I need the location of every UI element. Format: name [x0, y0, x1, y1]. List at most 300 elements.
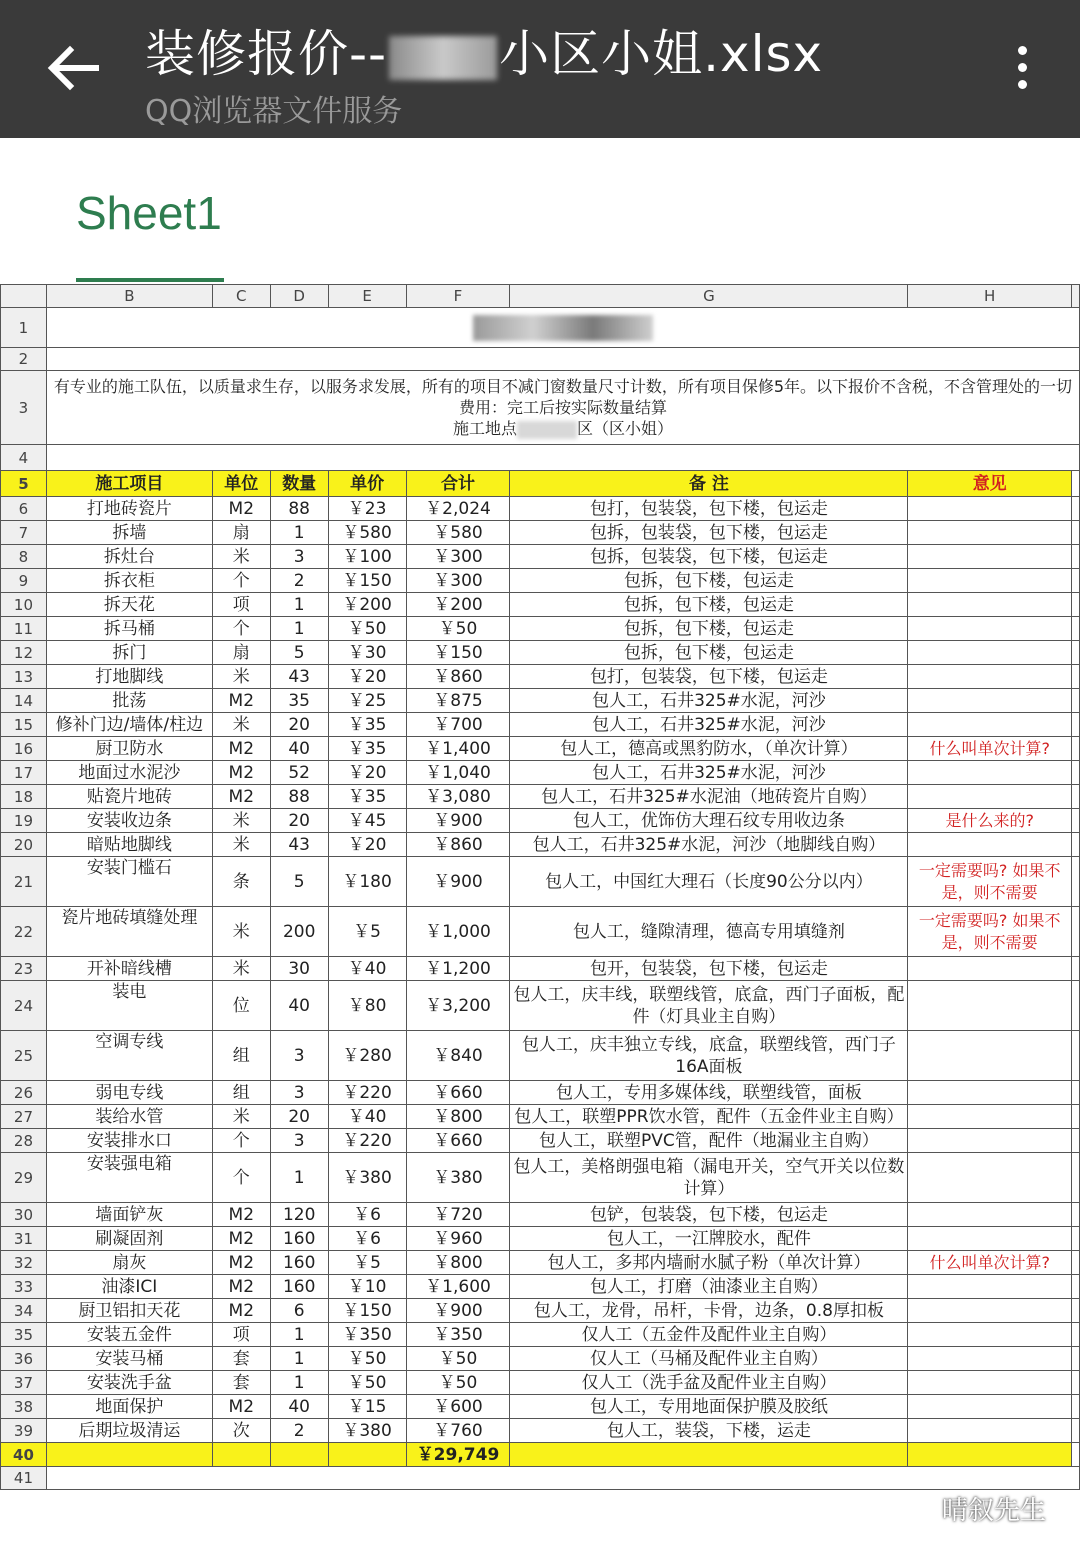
cell-total[interactable]: ￥1,000 [406, 907, 510, 957]
row-number[interactable]: 35 [1, 1323, 47, 1347]
cell-item[interactable]: 瓷片地砖填缝处理 [46, 907, 212, 957]
cell-note[interactable]: 包人工，一江牌胶水，配件 [510, 1227, 908, 1251]
cell-qty[interactable]: 160 [270, 1227, 328, 1251]
cell-item[interactable]: 拆门 [46, 641, 212, 665]
cell-qty[interactable]: 40 [270, 737, 328, 761]
row-number[interactable]: 27 [1, 1105, 47, 1129]
header-price[interactable]: 单价 [328, 471, 406, 497]
cell-item[interactable]: 安装强电箱 [46, 1153, 212, 1203]
col-header-c[interactable]: C [212, 285, 270, 308]
cell-price[interactable]: ￥50 [328, 1347, 406, 1371]
cell-price[interactable]: ￥50 [328, 1371, 406, 1395]
cell-qty[interactable]: 3 [270, 1031, 328, 1081]
col-header-h[interactable]: H [908, 285, 1072, 308]
cell-note[interactable]: 仅人工（马桶及配件业主自购） [510, 1347, 908, 1371]
cell-total[interactable]: ￥900 [406, 809, 510, 833]
cell-total[interactable]: ￥860 [406, 833, 510, 857]
row-number[interactable]: 7 [1, 521, 47, 545]
row-number[interactable]: 31 [1, 1227, 47, 1251]
cell-price[interactable]: ￥150 [328, 1299, 406, 1323]
cell-qty[interactable]: 200 [270, 907, 328, 957]
cell-item[interactable]: 打地砖瓷片 [46, 497, 212, 521]
cell-price[interactable]: ￥35 [328, 713, 406, 737]
cell-note[interactable]: 包拆，包装袋，包下楼，包运走 [510, 545, 908, 569]
cell-note[interactable]: 包开，包装袋，包下楼，包运走 [510, 957, 908, 981]
cell-note[interactable]: 包拆，包下楼，包运走 [510, 569, 908, 593]
cell-price[interactable]: ￥10 [328, 1275, 406, 1299]
cell-total[interactable]: ￥600 [406, 1395, 510, 1419]
cell-total[interactable]: ￥720 [406, 1203, 510, 1227]
cell-qty[interactable]: 3 [270, 545, 328, 569]
cell-unit[interactable]: 个 [212, 617, 270, 641]
cell-total[interactable]: ￥800 [406, 1251, 510, 1275]
cell-opinion[interactable] [908, 1081, 1072, 1105]
cell-price[interactable]: ￥20 [328, 761, 406, 785]
empty-cell[interactable] [328, 1443, 406, 1467]
cell-opinion[interactable] [908, 1203, 1072, 1227]
row-number[interactable]: 29 [1, 1153, 47, 1203]
cell-total[interactable]: ￥3,200 [406, 981, 510, 1031]
cell-opinion[interactable] [908, 1419, 1072, 1443]
cell-opinion[interactable] [908, 1129, 1072, 1153]
cell-item[interactable]: 暗贴地脚线 [46, 833, 212, 857]
row-number[interactable]: 38 [1, 1395, 47, 1419]
cell-unit[interactable]: 套 [212, 1347, 270, 1371]
cell-qty[interactable]: 5 [270, 641, 328, 665]
header-opinion[interactable]: 意见 [908, 471, 1072, 497]
cell-opinion[interactable]: 是什么来的? [908, 809, 1072, 833]
cell-unit[interactable]: M2 [212, 737, 270, 761]
corner-cell[interactable] [1, 285, 47, 308]
cell-opinion[interactable]: 一定需要吗? 如果不是，则不需要 [908, 857, 1072, 907]
cell-price[interactable]: ￥5 [328, 907, 406, 957]
cell-item[interactable]: 安装收边条 [46, 809, 212, 833]
cell-qty[interactable]: 30 [270, 957, 328, 981]
cell-unit[interactable]: 组 [212, 1031, 270, 1081]
cell-opinion[interactable] [908, 617, 1072, 641]
cell-unit[interactable]: 米 [212, 545, 270, 569]
cell-note[interactable]: 包人工，德高或黑豹防水，（单次计算） [510, 737, 908, 761]
cell-opinion[interactable] [908, 545, 1072, 569]
row-number[interactable]: 12 [1, 641, 47, 665]
row-number[interactable]: 20 [1, 833, 47, 857]
col-header-f[interactable]: F [406, 285, 510, 308]
header-unit[interactable]: 单位 [212, 471, 270, 497]
cell-note[interactable]: 包人工，龙骨，吊杆，卡骨，边条，0.8厚扣板 [510, 1299, 908, 1323]
cell-note[interactable]: 包人工，石井325#水泥，河沙 [510, 689, 908, 713]
cell-total[interactable]: ￥50 [406, 617, 510, 641]
row-number[interactable]: 3 [1, 371, 47, 445]
row-number[interactable]: 8 [1, 545, 47, 569]
row-number[interactable]: 22 [1, 907, 47, 957]
cell-total[interactable]: ￥2,024 [406, 497, 510, 521]
cell-opinion[interactable]: 一定需要吗? 如果不是，则不需要 [908, 907, 1072, 957]
cell-item[interactable]: 装电 [46, 981, 212, 1031]
cell-item[interactable]: 安装门槛石 [46, 857, 212, 907]
cell-unit[interactable]: M2 [212, 1251, 270, 1275]
col-header-b[interactable]: B [46, 285, 212, 308]
cell-unit[interactable]: 个 [212, 1153, 270, 1203]
cell-qty[interactable]: 120 [270, 1203, 328, 1227]
cell-note[interactable]: 包人工，专用地面保护膜及胶纸 [510, 1395, 908, 1419]
cell-unit[interactable]: 米 [212, 713, 270, 737]
cell-qty[interactable]: 35 [270, 689, 328, 713]
cell-total[interactable]: ￥1,040 [406, 761, 510, 785]
cell-unit[interactable]: 位 [212, 981, 270, 1031]
cell-opinion[interactable] [908, 641, 1072, 665]
row-number[interactable]: 26 [1, 1081, 47, 1105]
cell-price[interactable]: ￥580 [328, 521, 406, 545]
cell-item[interactable]: 地面保护 [46, 1395, 212, 1419]
cell-unit[interactable]: M2 [212, 785, 270, 809]
cell-qty[interactable]: 88 [270, 785, 328, 809]
cell-total[interactable]: ￥380 [406, 1153, 510, 1203]
cell-item[interactable]: 打地脚线 [46, 665, 212, 689]
cell-price[interactable]: ￥45 [328, 809, 406, 833]
cell-price[interactable]: ￥220 [328, 1129, 406, 1153]
cell-opinion[interactable] [908, 761, 1072, 785]
cell-unit[interactable]: 套 [212, 1371, 270, 1395]
cell-note[interactable]: 包人工，石井325#水泥，河沙 [510, 761, 908, 785]
empty-cell[interactable] [46, 1443, 212, 1467]
cell-price[interactable]: ￥180 [328, 857, 406, 907]
cell-note[interactable]: 包拆，包装袋，包下楼，包运走 [510, 521, 908, 545]
cell-unit[interactable]: 米 [212, 833, 270, 857]
cell-note[interactable]: 包人工，多邦内墙耐水腻子粉（单次计算） [510, 1251, 908, 1275]
row-number[interactable]: 40 [1, 1443, 47, 1467]
cell-qty[interactable]: 43 [270, 665, 328, 689]
row-number[interactable]: 10 [1, 593, 47, 617]
cell-note[interactable]: 包人工，联塑PPR饮水管，配件（五金件业主自购） [510, 1105, 908, 1129]
cell-opinion[interactable] [908, 1371, 1072, 1395]
cell-unit[interactable]: 次 [212, 1419, 270, 1443]
cell-unit[interactable]: 扇 [212, 641, 270, 665]
cell-item[interactable]: 批荡 [46, 689, 212, 713]
empty-cell[interactable] [46, 445, 1079, 471]
cell-price[interactable]: ￥35 [328, 737, 406, 761]
cell-opinion[interactable] [908, 1031, 1072, 1081]
cell-total[interactable]: ￥760 [406, 1419, 510, 1443]
cell-item[interactable]: 后期垃圾清运 [46, 1419, 212, 1443]
cell-price[interactable]: ￥40 [328, 1105, 406, 1129]
row-number[interactable]: 34 [1, 1299, 47, 1323]
cell-price[interactable]: ￥280 [328, 1031, 406, 1081]
cell-item[interactable]: 地面过水泥沙 [46, 761, 212, 785]
cell-unit[interactable]: 米 [212, 809, 270, 833]
row-number[interactable]: 36 [1, 1347, 47, 1371]
col-header-d[interactable]: D [270, 285, 328, 308]
cell-note[interactable]: 包人工，优饰仿大理石纹专用收边条 [510, 809, 908, 833]
cell-item[interactable]: 安装洗手盆 [46, 1371, 212, 1395]
cell-unit[interactable]: 米 [212, 957, 270, 981]
row-number[interactable]: 16 [1, 737, 47, 761]
cell-total[interactable]: ￥860 [406, 665, 510, 689]
cell-price[interactable]: ￥380 [328, 1419, 406, 1443]
cell-note[interactable]: 包铲，包装袋，包下楼，包运走 [510, 1203, 908, 1227]
cell-note[interactable]: 包拆，包下楼，包运走 [510, 617, 908, 641]
cell-item[interactable]: 开补暗线槽 [46, 957, 212, 981]
row-number[interactable]: 39 [1, 1419, 47, 1443]
back-arrow-icon[interactable] [44, 38, 104, 98]
cell-total[interactable]: ￥50 [406, 1371, 510, 1395]
cell-opinion[interactable] [908, 689, 1072, 713]
cell-price[interactable]: ￥25 [328, 689, 406, 713]
cell-note[interactable]: 包人工，中国红大理石（长度90公分以内） [510, 857, 908, 907]
empty-cell[interactable] [270, 1443, 328, 1467]
cell-qty[interactable]: 20 [270, 809, 328, 833]
intro-cell[interactable] [46, 371, 1079, 445]
cell-total[interactable]: ￥3,080 [406, 785, 510, 809]
cell-total[interactable]: ￥580 [406, 521, 510, 545]
cell-opinion[interactable] [908, 1323, 1072, 1347]
cell-total[interactable]: ￥960 [406, 1227, 510, 1251]
cell-qty[interactable]: 2 [270, 569, 328, 593]
row-number[interactable]: 28 [1, 1129, 47, 1153]
row-number[interactable]: 9 [1, 569, 47, 593]
cell-total[interactable]: ￥700 [406, 713, 510, 737]
cell-qty[interactable]: 1 [270, 593, 328, 617]
cell-total[interactable]: ￥660 [406, 1129, 510, 1153]
cell-item[interactable]: 墙面铲灰 [46, 1203, 212, 1227]
cell-qty[interactable]: 52 [270, 761, 328, 785]
cell-opinion[interactable] [908, 1347, 1072, 1371]
row-number[interactable]: 11 [1, 617, 47, 641]
empty-cell[interactable] [46, 1467, 1079, 1490]
cell-total[interactable]: ￥900 [406, 1299, 510, 1323]
cell-qty[interactable]: 20 [270, 713, 328, 737]
cell-note[interactable]: 包人工，缝隙清理，德高专用填缝剂 [510, 907, 908, 957]
cell-unit[interactable]: 个 [212, 1129, 270, 1153]
row-number[interactable]: 32 [1, 1251, 47, 1275]
empty-cell[interactable] [46, 348, 1079, 371]
cell-price[interactable]: ￥20 [328, 665, 406, 689]
cell-note[interactable]: 包拆，包下楼，包运走 [510, 641, 908, 665]
cell-item[interactable]: 安装排水口 [46, 1129, 212, 1153]
row-number[interactable]: 33 [1, 1275, 47, 1299]
row-number[interactable]: 15 [1, 713, 47, 737]
cell-qty[interactable]: 1 [270, 617, 328, 641]
cell-opinion[interactable]: 什么叫单次计算? [908, 1251, 1072, 1275]
grand-total[interactable]: ￥29,749 [406, 1443, 510, 1467]
cell-qty[interactable]: 3 [270, 1081, 328, 1105]
empty-cell[interactable] [908, 1443, 1072, 1467]
cell-opinion[interactable] [908, 497, 1072, 521]
cell-opinion[interactable] [908, 593, 1072, 617]
cell-unit[interactable]: 项 [212, 593, 270, 617]
cell-unit[interactable]: M2 [212, 689, 270, 713]
cell-item[interactable]: 油漆ICI [46, 1275, 212, 1299]
row-number[interactable]: 5 [1, 471, 47, 497]
cell-unit[interactable]: 组 [212, 1081, 270, 1105]
cell-item[interactable]: 拆灶台 [46, 545, 212, 569]
cell-unit[interactable]: 米 [212, 907, 270, 957]
cell-item[interactable]: 安装马桶 [46, 1347, 212, 1371]
cell-note[interactable]: 包人工，石井325#水泥，河沙（地脚线自购） [510, 833, 908, 857]
row-number[interactable]: 2 [1, 348, 47, 371]
cell-item[interactable]: 厨卫铝扣天花 [46, 1299, 212, 1323]
cell-opinion[interactable] [908, 521, 1072, 545]
cell-item[interactable]: 拆衣柜 [46, 569, 212, 593]
cell-opinion[interactable] [908, 569, 1072, 593]
cell-note[interactable]: 包人工，装袋，下楼，运走 [510, 1419, 908, 1443]
row-number[interactable]: 4 [1, 445, 47, 471]
tab-sheet1[interactable]: Sheet1 [76, 187, 222, 239]
cell-price[interactable]: ￥35 [328, 785, 406, 809]
cell-item[interactable]: 拆天花 [46, 593, 212, 617]
cell-note[interactable]: 包人工，石井325#水泥油（地砖瓷片自购） [510, 785, 908, 809]
cell-note[interactable]: 包人工，专用多媒体线，联塑线管，面板 [510, 1081, 908, 1105]
col-header-e[interactable]: E [328, 285, 406, 308]
cell-unit[interactable]: M2 [212, 1227, 270, 1251]
cell-total[interactable]: ￥800 [406, 1105, 510, 1129]
cell-note[interactable]: 包打，包装袋，包下楼，包运走 [510, 497, 908, 521]
cell-unit[interactable]: 米 [212, 1105, 270, 1129]
cell-qty[interactable]: 1 [270, 1371, 328, 1395]
cell-price[interactable]: ￥6 [328, 1203, 406, 1227]
cell-unit[interactable]: M2 [212, 1299, 270, 1323]
cell-note[interactable]: 仅人工（洗手盆及配件业主自购） [510, 1371, 908, 1395]
cell-note[interactable]: 包人工，美格朗强电箱（漏电开关，空气开关以位数计算） [510, 1153, 908, 1203]
cell-qty[interactable]: 2 [270, 1419, 328, 1443]
cell-total[interactable]: ￥200 [406, 593, 510, 617]
cell-note[interactable]: 仅人工（五金件及配件业主自购） [510, 1323, 908, 1347]
cell-total[interactable]: ￥50 [406, 1347, 510, 1371]
cell-price[interactable]: ￥200 [328, 593, 406, 617]
cell-qty[interactable]: 1 [270, 1153, 328, 1203]
cell-total[interactable]: ￥1,200 [406, 957, 510, 981]
cell-qty[interactable]: 160 [270, 1275, 328, 1299]
cell-unit[interactable]: M2 [212, 1275, 270, 1299]
cell-unit[interactable]: 项 [212, 1323, 270, 1347]
cell-price[interactable]: ￥380 [328, 1153, 406, 1203]
cell-unit[interactable]: M2 [212, 497, 270, 521]
row-number[interactable]: 17 [1, 761, 47, 785]
cell-qty[interactable]: 3 [270, 1129, 328, 1153]
cell-note[interactable]: 包人工，庆丰线，联塑线管，底盒，西门子面板，配件（灯具业主自购） [510, 981, 908, 1031]
more-options-icon[interactable] [1012, 40, 1032, 100]
cell-total[interactable]: ￥300 [406, 569, 510, 593]
cell-opinion[interactable] [908, 833, 1072, 857]
cell-unit[interactable]: 条 [212, 857, 270, 907]
cell-note[interactable]: 包打，包装袋，包下楼，包运走 [510, 665, 908, 689]
cell-total[interactable]: ￥350 [406, 1323, 510, 1347]
row-number[interactable]: 19 [1, 809, 47, 833]
cell-item[interactable]: 弱电专线 [46, 1081, 212, 1105]
cell-unit[interactable]: M2 [212, 1395, 270, 1419]
cell-unit[interactable]: 米 [212, 665, 270, 689]
cell-item[interactable]: 贴瓷片地砖 [46, 785, 212, 809]
cell-unit[interactable]: 个 [212, 569, 270, 593]
row-number[interactable]: 25 [1, 1031, 47, 1081]
cell-item[interactable]: 拆墙 [46, 521, 212, 545]
cell-price[interactable]: ￥350 [328, 1323, 406, 1347]
cell-total[interactable]: ￥150 [406, 641, 510, 665]
row-number[interactable]: 30 [1, 1203, 47, 1227]
col-header-g[interactable]: G [510, 285, 908, 308]
cell-item[interactable]: 拆马桶 [46, 617, 212, 641]
row-number[interactable]: 13 [1, 665, 47, 689]
cell-price[interactable]: ￥15 [328, 1395, 406, 1419]
header-item[interactable]: 施工项目 [46, 471, 212, 497]
cell-qty[interactable]: 1 [270, 1347, 328, 1371]
cell-opinion[interactable] [908, 981, 1072, 1031]
header-note[interactable]: 备 注 [510, 471, 908, 497]
cell-opinion[interactable] [908, 1105, 1072, 1129]
cell-note[interactable]: 包人工，联塑PVC管，配件（地漏业主自购） [510, 1129, 908, 1153]
cell-opinion[interactable] [908, 1153, 1072, 1203]
cell-total[interactable]: ￥300 [406, 545, 510, 569]
cell-opinion[interactable] [908, 665, 1072, 689]
cell-note[interactable]: 包人工，石井325#水泥，河沙 [510, 713, 908, 737]
cell-qty[interactable]: 88 [270, 497, 328, 521]
cell-qty[interactable]: 5 [270, 857, 328, 907]
cell-qty[interactable]: 6 [270, 1299, 328, 1323]
cell-price[interactable]: ￥220 [328, 1081, 406, 1105]
title-cell-redacted[interactable] [46, 308, 1079, 348]
cell-item[interactable]: 空调专线 [46, 1031, 212, 1081]
cell-qty[interactable]: 1 [270, 521, 328, 545]
cell-price[interactable]: ￥20 [328, 833, 406, 857]
cell-item[interactable]: 厨卫防水 [46, 737, 212, 761]
cell-total[interactable]: ￥900 [406, 857, 510, 907]
cell-price[interactable]: ￥23 [328, 497, 406, 521]
cell-unit[interactable]: 扇 [212, 521, 270, 545]
cell-note[interactable]: 包拆，包下楼，包运走 [510, 593, 908, 617]
cell-total[interactable]: ￥660 [406, 1081, 510, 1105]
cell-price[interactable]: ￥40 [328, 957, 406, 981]
cell-price[interactable]: ￥50 [328, 617, 406, 641]
row-number[interactable]: 18 [1, 785, 47, 809]
cell-note[interactable]: 包人工，庆丰独立专线，底盒，联塑线管，西门子16A面板 [510, 1031, 908, 1081]
cell-price[interactable]: ￥5 [328, 1251, 406, 1275]
cell-opinion[interactable] [908, 1395, 1072, 1419]
cell-opinion[interactable] [908, 957, 1072, 981]
cell-note[interactable]: 包人工，打磨（油漆业主自购） [510, 1275, 908, 1299]
cell-price[interactable]: ￥100 [328, 545, 406, 569]
cell-price[interactable]: ￥150 [328, 569, 406, 593]
cell-total[interactable]: ￥1,400 [406, 737, 510, 761]
empty-cell[interactable] [510, 1443, 908, 1467]
row-number[interactable]: 1 [1, 308, 47, 348]
cell-qty[interactable]: 40 [270, 1395, 328, 1419]
cell-qty[interactable]: 40 [270, 981, 328, 1031]
cell-opinion[interactable] [908, 1299, 1072, 1323]
empty-cell[interactable] [212, 1443, 270, 1467]
cell-opinion[interactable] [908, 1275, 1072, 1299]
cell-item[interactable]: 刷凝固剂 [46, 1227, 212, 1251]
row-number[interactable]: 37 [1, 1371, 47, 1395]
cell-price[interactable]: ￥80 [328, 981, 406, 1031]
cell-item[interactable]: 扇灰 [46, 1251, 212, 1275]
row-number[interactable]: 24 [1, 981, 47, 1031]
cell-item[interactable]: 安装五金件 [46, 1323, 212, 1347]
cell-price[interactable]: ￥6 [328, 1227, 406, 1251]
cell-total[interactable]: ￥840 [406, 1031, 510, 1081]
header-qty[interactable]: 数量 [270, 471, 328, 497]
row-number[interactable]: 23 [1, 957, 47, 981]
row-number[interactable]: 14 [1, 689, 47, 713]
row-number[interactable]: 6 [1, 497, 47, 521]
cell-total[interactable]: ￥1,600 [406, 1275, 510, 1299]
cell-opinion[interactable]: 什么叫单次计算? [908, 737, 1072, 761]
row-number[interactable]: 41 [1, 1467, 47, 1490]
cell-qty[interactable]: 20 [270, 1105, 328, 1129]
header-total[interactable]: 合计 [406, 471, 510, 497]
cell-qty[interactable]: 43 [270, 833, 328, 857]
cell-opinion[interactable] [908, 713, 1072, 737]
cell-opinion[interactable] [908, 1227, 1072, 1251]
cell-unit[interactable]: M2 [212, 761, 270, 785]
